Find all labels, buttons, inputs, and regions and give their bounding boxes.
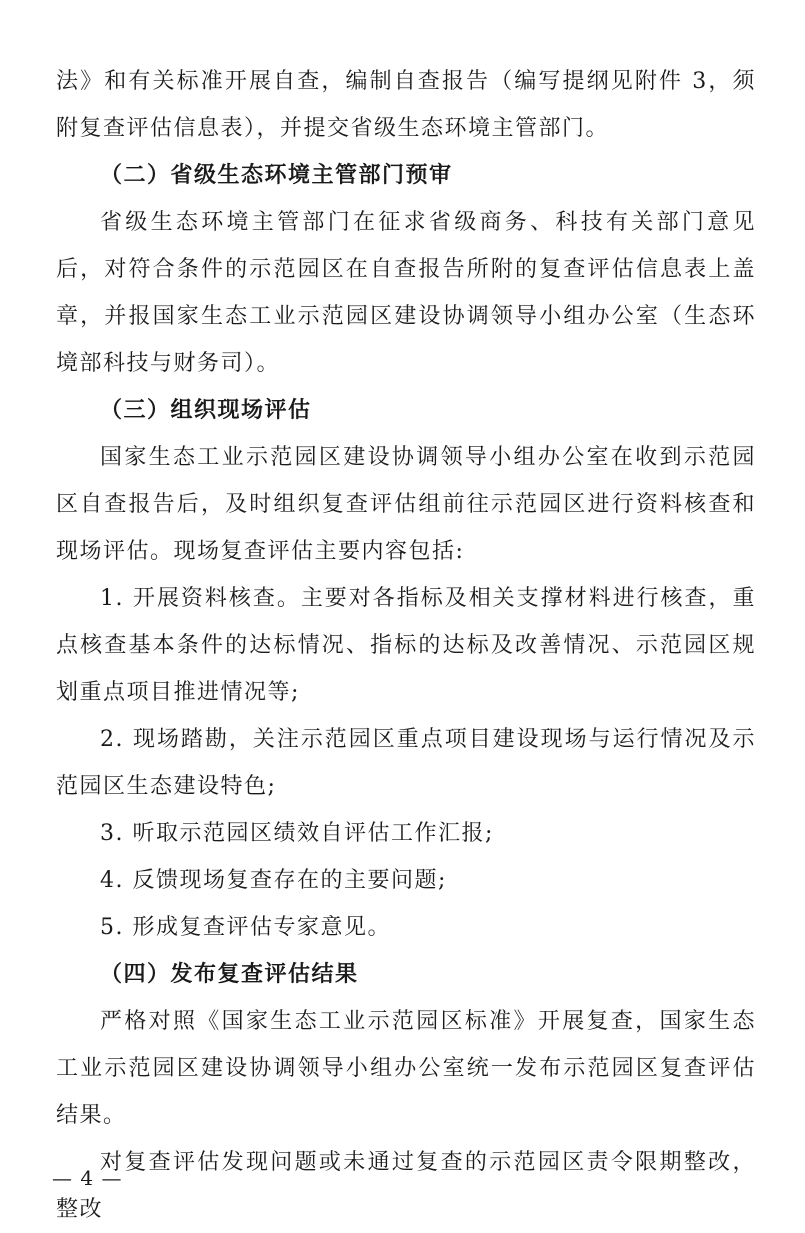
section-heading-3: （三）组织现场评估 [100,397,312,423]
paragraph-rectification: 对复查评估发现问题或未通过复查的示范园区责令限期整改，整改 [56,1150,756,1222]
document-body [56,58,756,1233]
paragraph-continuation: 法》和有关标准开展自查，编制自查报告（编写提纲见附件 3，须附复查评估信息表），并提交省级生态环境主管部门。 [56,69,756,141]
paragraph-results: 严格对照《国家生态工业示范园区标准》开展复查，国家生态工业示范园区建设协调领导小组办公室统一发布示范园区复查评估结果。 [56,1009,756,1128]
section-heading-4: （四）发布复查评估结果 [100,961,359,987]
list-item-1: 1. 开展资料核查。主要对各指标及相关支撑材料进行核查，重点核查基本条件的达标情况、指标的达标及改善情况、示范园区规划重点项目推进情况等; [56,586,756,705]
paragraph-provincial-review: 省级生态环境主管部门在征求省级商务、科技有关部门意见后，对符合条件的示范园区在自查报告所附的复查评估信息表上盖章，并报国家生态工业示范园区建设协调领导小组办公室（生态环境部科技与财务司）。 [56,210,756,376]
section-heading-2: （二）省级生态环境主管部门预审 [100,162,453,188]
paragraph-site-evaluation: 国家生态工业示范园区建设协调领导小组办公室在收到示范园区自查报告后，及时组织复查评估组前往示范园区进行资料核查和现场评估。现场复查评估主要内容包括: [56,445,756,564]
list-item-5: 5. 形成复查评估专家意见。 [100,915,391,940]
list-item-2: 2. 现场踏勘，关注示范园区重点项目建设现场与运行情况及示范园区生态建设特色; [56,727,756,799]
list-item-4: 4. 反馈现场复查存在的主要问题; [100,868,447,893]
list-item-3: 3. 听取示范园区绩效自评估工作汇报; [100,821,494,846]
page-number: — 4 — [52,1166,123,1190]
